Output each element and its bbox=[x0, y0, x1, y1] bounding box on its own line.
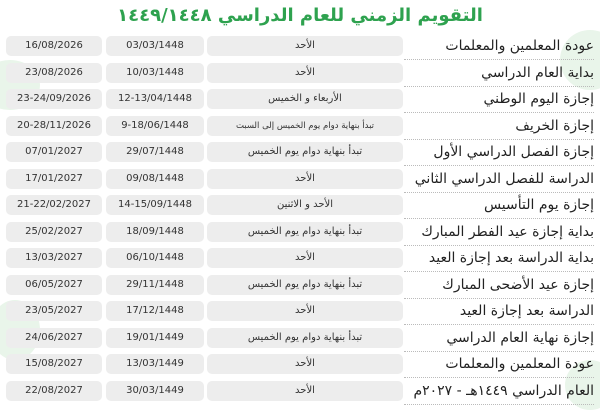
hijri-date: 9-18/06/1448 bbox=[106, 116, 204, 136]
day-cell: تبدأ بنهاية دوام يوم الخميس bbox=[207, 222, 403, 242]
hijri-date: 29/07/1448 bbox=[106, 142, 204, 162]
event-name: إجازة نهاية العام الدراسي bbox=[404, 325, 594, 352]
gregorian-date: 20-28/11/2026 bbox=[6, 116, 102, 136]
table-row bbox=[0, 298, 600, 325]
event-name: العام الدراسي ١٤٤٩هـ - ٢٠٢٧م bbox=[404, 378, 594, 405]
event-name: بداية إجازة عيد الفطر المبارك bbox=[404, 219, 594, 246]
hijri-date: 19/01/1449 bbox=[106, 328, 204, 348]
table-row bbox=[0, 166, 600, 193]
hijri-date: 14-15/09/1448 bbox=[106, 195, 204, 215]
gregorian-date: 23/08/2026 bbox=[6, 63, 102, 83]
event-name: الدراسة للفصل الدراسي الثاني bbox=[404, 166, 594, 193]
day-cell: تبدأ بنهاية دوام يوم الخميس إلى السبت bbox=[207, 116, 403, 136]
gregorian-date: 25/02/2027 bbox=[6, 222, 102, 242]
hijri-date: 06/10/1448 bbox=[106, 248, 204, 268]
gregorian-date: 22/08/2027 bbox=[6, 381, 102, 401]
gregorian-date: 17/01/2027 bbox=[6, 169, 102, 189]
day-cell: الأحد bbox=[207, 248, 403, 268]
table-row bbox=[0, 245, 600, 272]
hijri-date: 18/09/1448 bbox=[106, 222, 204, 242]
table-row bbox=[0, 139, 600, 166]
event-name: إجازة اليوم الوطني bbox=[404, 86, 594, 113]
table-row bbox=[0, 113, 600, 140]
table-row bbox=[0, 325, 600, 352]
day-cell: تبدأ بنهاية دوام يوم الخميس bbox=[207, 142, 403, 162]
hijri-date: 17/12/1448 bbox=[106, 301, 204, 321]
day-cell: الأحد و الاثنين bbox=[207, 195, 403, 215]
page-title: التقويم الزمني للعام الدراسي ١٤٤٩/١٤٤٨ bbox=[117, 5, 483, 26]
gregorian-date: 16/08/2026 bbox=[6, 36, 102, 56]
table-row bbox=[0, 192, 600, 219]
day-cell: الأحد bbox=[207, 381, 403, 401]
table-row bbox=[0, 219, 600, 246]
table-row bbox=[0, 86, 600, 113]
event-name: بداية العام الدراسي bbox=[404, 60, 594, 87]
day-cell: الأحد bbox=[207, 169, 403, 189]
day-cell: الأحد bbox=[207, 63, 403, 83]
event-name: إجازة يوم التأسيس bbox=[404, 192, 594, 219]
gregorian-date: 23-24/09/2026 bbox=[6, 89, 102, 109]
hijri-date: 13/03/1449 bbox=[106, 354, 204, 374]
gregorian-date: 23/05/2027 bbox=[6, 301, 102, 321]
table-row bbox=[0, 351, 600, 378]
hijri-date: 09/08/1448 bbox=[106, 169, 204, 189]
hijri-date: 29/11/1448 bbox=[106, 275, 204, 295]
day-cell: الأحد bbox=[207, 36, 403, 56]
calendar-table bbox=[0, 33, 600, 404]
hijri-date: 03/03/1448 bbox=[106, 36, 204, 56]
event-name: عودة المعلمين والمعلمات bbox=[404, 351, 594, 378]
table-row bbox=[0, 33, 600, 60]
hijri-date: 10/03/1448 bbox=[106, 63, 204, 83]
gregorian-date: 21-22/02/2027 bbox=[6, 195, 102, 215]
table-row bbox=[0, 60, 600, 87]
event-name: عودة المعلمين والمعلمات bbox=[404, 33, 594, 60]
event-name: بداية الدراسة بعد إجازة العيد bbox=[404, 245, 594, 272]
table-row bbox=[0, 378, 600, 405]
day-cell: تبدأ بنهاية دوام يوم الخميس bbox=[207, 275, 403, 295]
event-name: إجازة الخريف bbox=[404, 113, 594, 140]
gregorian-date: 24/06/2027 bbox=[6, 328, 102, 348]
day-cell: تبدأ بنهاية دوام يوم الخميس bbox=[207, 328, 403, 348]
hijri-date: 12-13/04/1448 bbox=[106, 89, 204, 109]
gregorian-date: 06/05/2027 bbox=[6, 275, 102, 295]
gregorian-date: 13/03/2027 bbox=[6, 248, 102, 268]
gregorian-date: 07/01/2027 bbox=[6, 142, 102, 162]
event-name: إجازة عيد الأضحى المبارك bbox=[404, 272, 594, 299]
day-cell: الأحد bbox=[207, 354, 403, 374]
day-cell: الأحد bbox=[207, 301, 403, 321]
event-name: الدراسة بعد إجازة العيد bbox=[404, 298, 594, 325]
gregorian-date: 15/08/2027 bbox=[6, 354, 102, 374]
table-row bbox=[0, 272, 600, 299]
event-name: إجازة الفصل الدراسي الأول bbox=[404, 139, 594, 166]
day-cell: الأربعاء و الخميس bbox=[207, 89, 403, 109]
hijri-date: 30/03/1449 bbox=[106, 381, 204, 401]
